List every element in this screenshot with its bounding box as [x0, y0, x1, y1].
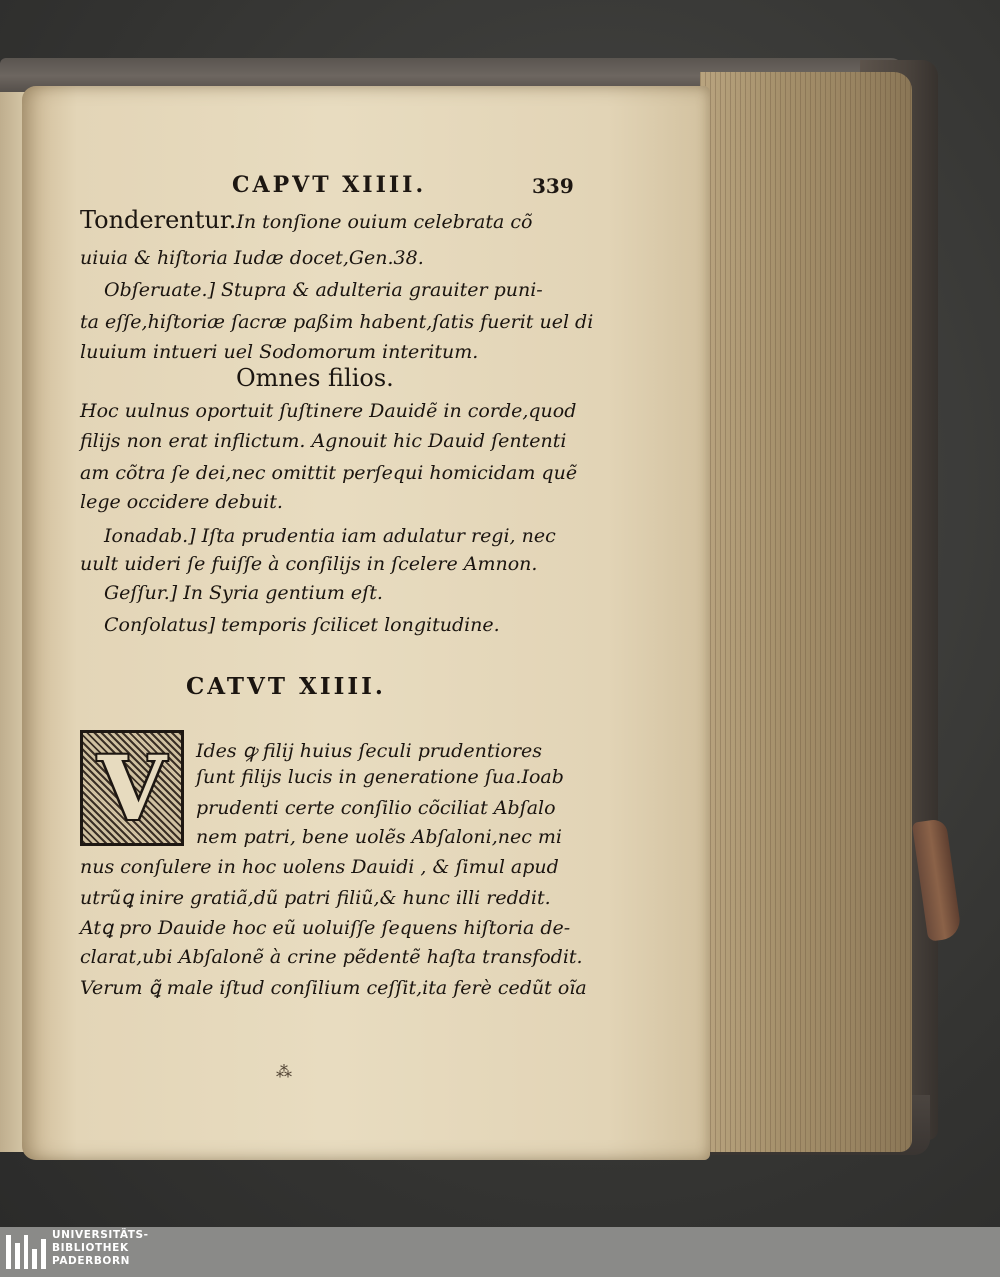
text-line: Hoc uulnus oportuit ſuſtinere Dauidẽ in corde,quod — [80, 400, 577, 422]
ink-mark: ⁂ — [276, 1062, 292, 1081]
text-line: lege occidere debuit. — [80, 491, 283, 513]
text-line: nus conſulere in hoc uolens Dauidi , & ſimul apud — [80, 856, 559, 878]
text-line: Ionadab.] Iſta prudentia iam adulatur regi, nec — [104, 525, 556, 547]
library-name-line2: BIBLIOTHEK — [52, 1242, 129, 1254]
folio-number: 339 — [532, 174, 574, 198]
text-line — [80, 206, 550, 234]
text-line: filijs non erat inflictum. Agnouit hic Dauid ſententi — [80, 430, 567, 452]
text-line: Geſſur.] In Syria gentium eſt. — [104, 582, 383, 604]
library-name-line1: UNIVERSITÄTS- — [52, 1229, 149, 1241]
text-line: uiuia & hiſtoria Iudæ docet,Gen.38. — [80, 247, 424, 269]
text-line: luuium intueri uel Sodomorum interitum. — [80, 341, 479, 363]
page-fore-edge — [700, 72, 912, 1152]
lemma: Tonderentur. — [80, 206, 237, 234]
library-logo-icon — [6, 1235, 46, 1269]
text-line: Atꝗ pro Dauide hoc eũ uoluiſſe ſequens hiſtoria de- — [80, 917, 571, 939]
library-name — [52, 1229, 149, 1268]
library-footer — [0, 1227, 1000, 1277]
text-line: prudenti certe conſilio cõciliat Abſalo — [196, 797, 556, 819]
section-heading: Omnes filios. — [236, 364, 394, 392]
chapter-heading: CATVT XIIII. — [186, 673, 386, 700]
text-line: Obſeruate.] Stupra & adulteria grauiter puni- — [104, 279, 543, 301]
text-line: ta eſſe,hiſtoriæ ſacræ paßim habent,ſatis fuerit uel di — [80, 311, 594, 333]
initial-letter: V — [97, 736, 167, 840]
decorated-initial — [80, 730, 184, 846]
line-text: In tonſione ouium celebrata cõ — [236, 211, 533, 233]
text-line: am cõtra ſe dei,nec omittit perſequi homicidam quẽ — [80, 462, 578, 484]
text-line: Conſolatus] temporis ſcilicet longitudine. — [104, 614, 500, 636]
library-name-line3: PADERBORN — [52, 1255, 131, 1267]
text-line: uult uideri ſe fuiſſe à conſilijs in ſcelere Amnon. — [80, 553, 538, 575]
running-head: CAPVT XIIII. — [232, 172, 427, 198]
text-line: nem patri, bene uolẽs Abſaloni,nec mi — [196, 826, 562, 848]
text-line: utrũꝗ inire gratiã,dũ patri filiũ,& hunc illi reddit. — [80, 887, 551, 909]
text-line: clarat,ubi Abſalonẽ à crine pẽdentẽ haſta transfodit. — [80, 946, 583, 968]
text-line: Ides ꝙ filij huius ſeculi prudentiores — [196, 740, 543, 762]
text-line: ſunt filijs lucis in generatione ſua.Ioab — [196, 766, 564, 788]
text-line: Verum ꝗ̃ male iſtud conſilium ceſſit,ita ferè cedũt oĩa — [80, 977, 587, 999]
